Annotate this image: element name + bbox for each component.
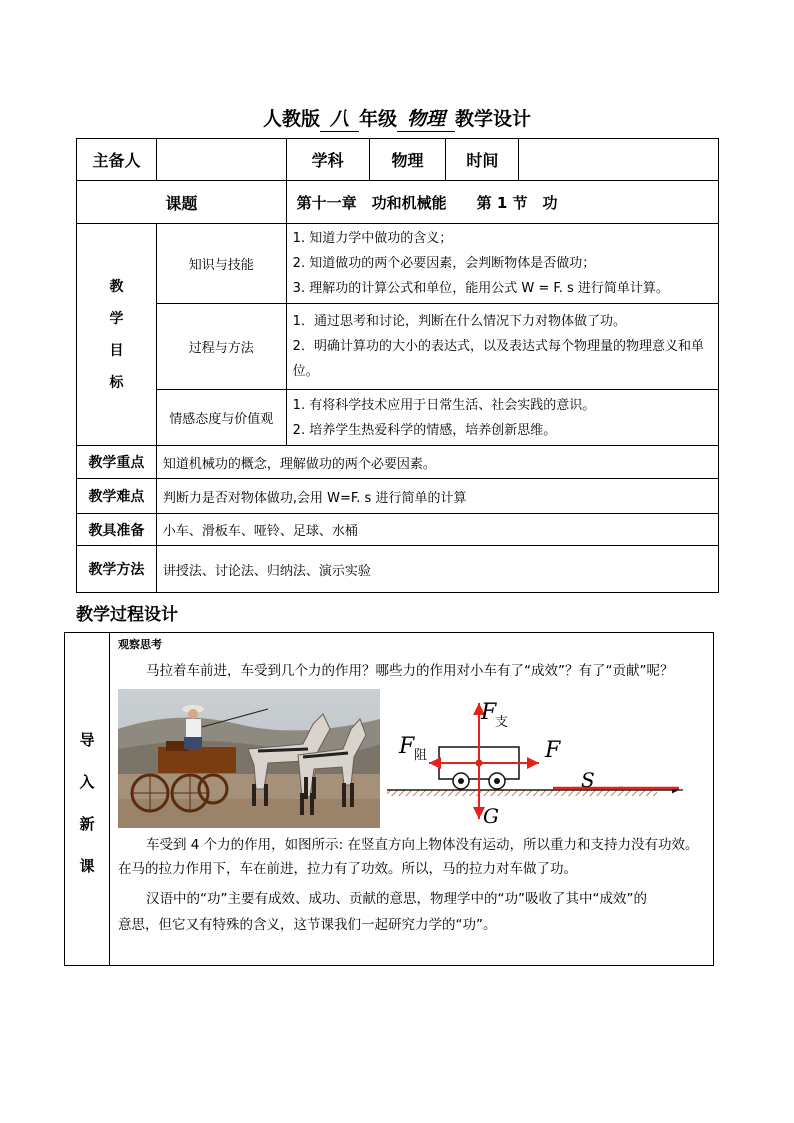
para1-line2: 在马的拉力作用下，车在前进，拉力有了功效。所以，马的拉力对车做了功。 bbox=[118, 861, 577, 877]
tools-label: 教具准备 bbox=[77, 514, 157, 546]
grade-handwritten: 八 bbox=[320, 104, 359, 132]
horse-carriage-photo bbox=[118, 689, 380, 828]
objective-emotion-row bbox=[77, 390, 719, 446]
process-box bbox=[64, 632, 714, 966]
time-value bbox=[519, 139, 719, 181]
resist-force-label: F bbox=[399, 734, 415, 759]
knowledge-items: 1. 知道力学中做功的含义； 2. 知道做功的两个必要因素，会判断物体是否做功； 3. 理解功的计算公式和单位，能用公式 W = F. s 进行简单计算。 bbox=[286, 224, 718, 304]
method-value: 讲授法、讨论法、归纳法、演示实验 bbox=[156, 546, 718, 593]
emotion-items: 1. 有将科学技术应用于日常生活、社会实践的意识。 2. 培养学生热爱科学的情感，培养创新思维。 bbox=[286, 390, 718, 446]
method-label: 教学方法 bbox=[77, 546, 157, 593]
objective-knowledge-row bbox=[77, 224, 719, 304]
para2-line2: 意思，但它又有特殊的含义，这节课我们一起研究力学的“功”。 bbox=[118, 917, 497, 933]
lesson-plan-table bbox=[76, 138, 719, 593]
lead-value bbox=[156, 139, 286, 181]
topic-label: 课题 bbox=[77, 181, 287, 224]
difficulty-value: 判断力是否对物体做功,会用 W=F. s 进行简单的计算 bbox=[156, 479, 718, 514]
knowledge-label: 知识与技能 bbox=[156, 224, 286, 304]
observe-label: 观察思考 bbox=[118, 638, 162, 651]
subject-label: 学科 bbox=[286, 139, 369, 181]
process-label: 过程与方法 bbox=[156, 304, 286, 390]
tools-value: 小车、滑板车、哑铃、足球、水桶 bbox=[156, 514, 718, 546]
emotion-label: 情感态度与价值观 bbox=[156, 390, 286, 446]
para1-line1: 车受到 4 个力的作用，如图所示: 在竖直方向上物体没有运动，所以重力和支持力没有功效。 bbox=[146, 837, 699, 853]
time-label: 时间 bbox=[446, 139, 519, 181]
force-diagram bbox=[383, 691, 689, 827]
objective-process-row bbox=[77, 304, 719, 390]
para2-line1: 汉语中的“功”主要有成效、成功、贡献的意思，物理学中的“功”吸收了其中“成效”的 bbox=[146, 891, 647, 907]
objectives-label: 教 学 目 标 bbox=[77, 224, 157, 446]
question-text: 马拉着车前进，车受到几个力的作用？哪些力的作用对小车有了“成效”？有了“贡献”呢？ bbox=[146, 663, 674, 679]
cart-axle-left bbox=[458, 778, 464, 784]
method-row bbox=[77, 546, 719, 593]
header-row bbox=[77, 139, 719, 181]
pull-force-label: F bbox=[545, 738, 561, 763]
process-items: 1．通过思考和讨论，判断在什么情况下力对物体做了功。 2．明确计算功的大小的表达式，以及表达式每个物理量的物理意义和单位。 bbox=[286, 304, 718, 390]
tools-row bbox=[77, 514, 719, 546]
topic-row bbox=[77, 181, 719, 224]
support-force-sub: 支 bbox=[495, 715, 509, 730]
intro-side-label: 导 入 新 课 bbox=[65, 633, 110, 965]
distance-label: S bbox=[581, 768, 595, 792]
process-section-title: 教学过程设计 bbox=[76, 605, 178, 625]
ground-hatch bbox=[387, 790, 657, 796]
difficulty-row bbox=[77, 479, 719, 514]
subject-value: 物理 bbox=[369, 139, 446, 181]
cart-axle-right bbox=[494, 778, 500, 784]
key-point-row bbox=[77, 446, 719, 479]
page-title: 人教版 八 年级 物理 教学设计 bbox=[0, 104, 794, 132]
support-force-label: F bbox=[481, 700, 497, 725]
lead-label: 主备人 bbox=[77, 139, 157, 181]
key-point-value: 知道机械功的概念，理解做功的两个必要因素。 bbox=[156, 446, 718, 479]
difficulty-label: 教学难点 bbox=[77, 479, 157, 514]
gravity-label: G bbox=[483, 804, 499, 827]
key-point-label: 教学重点 bbox=[77, 446, 157, 479]
topic-value: 第十一章 功和机械能 第 1 节 功 bbox=[286, 181, 718, 224]
resist-force-sub: 阻 bbox=[414, 748, 428, 763]
subject-handwritten: 物理 bbox=[397, 104, 455, 132]
